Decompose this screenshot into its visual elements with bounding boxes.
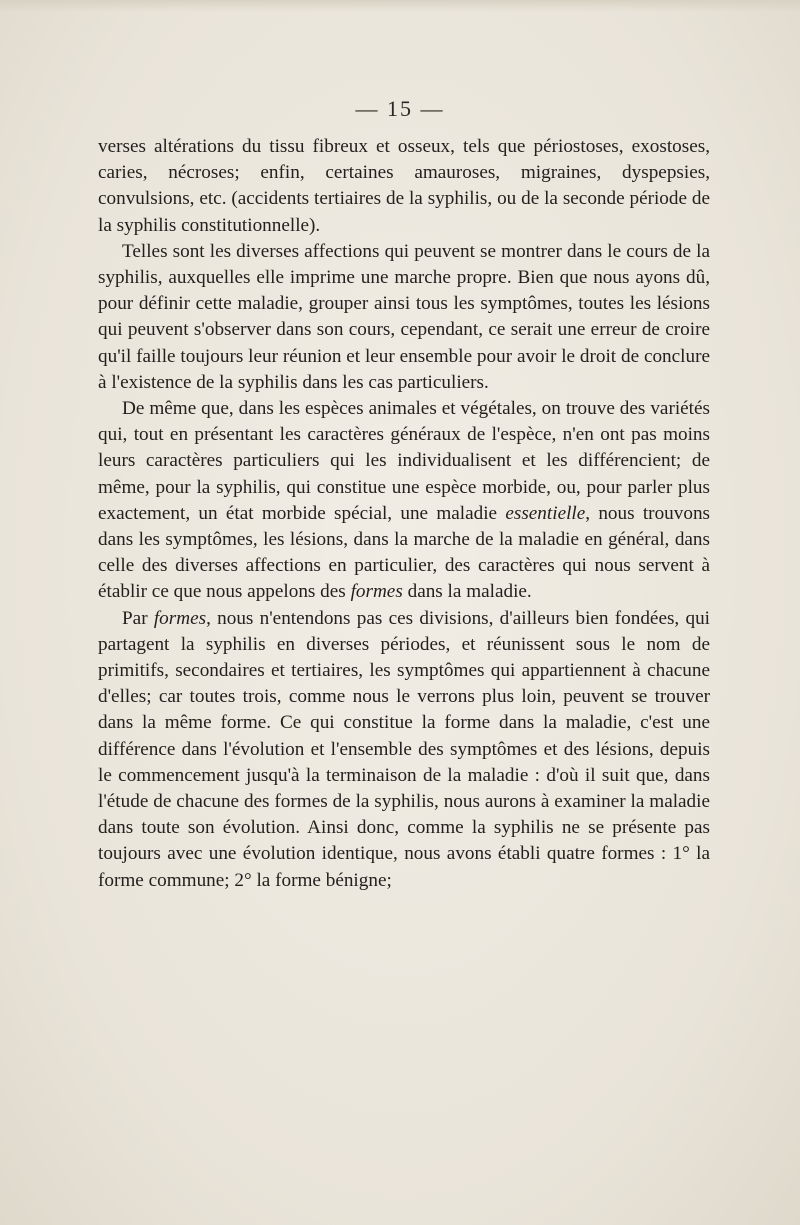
text-segment: Telles sont les diverses affections qui peuvent se montrer dans le cours de la syphilis, auxquelles elle imprime une marche propre. Bien que nous ayons dû, pour définir cette maladie, grouper ainsi tous les symptômes, toutes les lésions qui peuvent s'observer dans son cours, cependant, ce serait une erreur de croire qu'il faille toujours leur réunion et leur ensemble pour avoir le droit de conclure à l'existence de la syphilis dans les cas particuliers.: [98, 240, 710, 393]
italic-term: formes: [350, 581, 403, 603]
paragraph: [98, 239, 710, 396]
italic-term: formes: [153, 607, 207, 629]
paragraph: [98, 396, 710, 606]
text-segment: dans la maladie.: [402, 581, 532, 603]
text-segment: Par: [122, 607, 154, 629]
text-segment: , nous trouvons dans les symptômes, les lésions, dans la marche de la maladie en général, dans celle des diverses affections en particulier, des caractères qui nous servent à établir ce que nous appelons des: [98, 502, 710, 603]
italic-term: essentielle: [505, 502, 586, 524]
page-edge-shadow: [0, 0, 800, 12]
body-text: [98, 134, 710, 894]
paragraph: [98, 134, 710, 239]
text-segment: , nous n'entendons pas ces divisions, d'ailleurs bien fondées, qui partagent la syphilis en diverses périodes, et réunissent sous le nom de primitifs, secondaires et tertiaires, les symptômes qui appartiennent à chacune d'elles; car toutes trois, comme nous le verrons plus loin, peuvent se trouver dans la même forme. Ce qui constitue la forme dans la maladie, c'est une différence dans l'évolution et l'ensemble des symptômes et des lésions, depuis le commencement jusqu'à la terminaison de la maladie : d'où il suit que, dans l'étude de chacune des formes de la syphilis, nous aurons à examiner la maladie dans toute son évolution. Ainsi donc, comme la syphilis ne se présente pas toujours avec une évolution identique, nous avons établi quatre formes : 1° la forme commune; 2° la forme bénigne;: [98, 607, 711, 891]
paragraph: [98, 606, 710, 894]
text-segment: verses altérations du tissu fibreux et osseux, tels que périostoses, exostoses, caries, nécroses; enfin, certaines amauroses, migraines, dyspepsies, convulsions, etc. (accidents tertiaires de la syphilis, ou de la seconde période de la syphilis constitutionnelle).: [98, 136, 710, 236]
page-number: — 15 —: [355, 96, 445, 121]
text-segment: De même que, dans les espèces animales et végétales, on trouve des variétés qui, tout en présentant les caractères généraux de l'espèce, n'en ont pas moins leurs caractères particuliers qui les individualisent et les différencient; de même, pour la syphilis, qui constitue une espèce morbide, ou, pour parler plus exactement, un état morbide spécial, une maladie: [98, 398, 710, 524]
